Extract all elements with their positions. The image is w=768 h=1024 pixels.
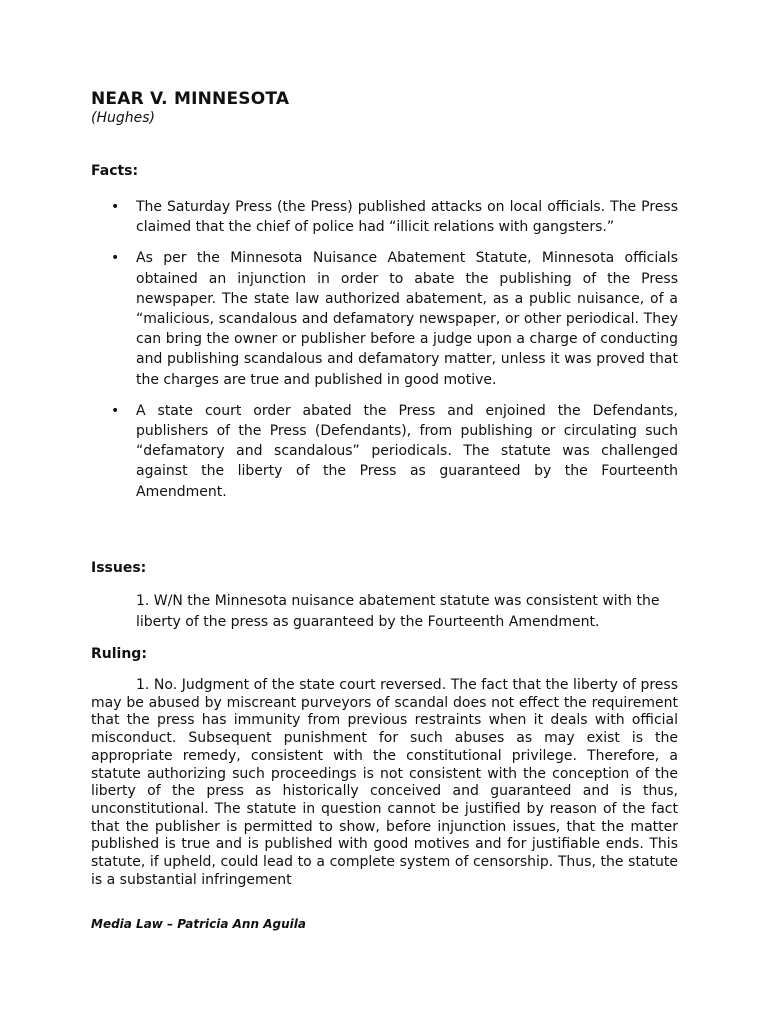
fact-item	[110, 248, 678, 389]
fact-item	[110, 401, 678, 502]
fact-text: As per the Minnesota Nuisance Abatement Statute, Minnesota officials obtained an injunction in order to abate the publishing of the Press newspaper. The state law authorized abatement, as a public nuisance, of a “malicious, scandalous and defamatory newspaper, or other periodical. They can bring the owner or publisher before a judge upon a charge of conducting and publishing scandalous and defamatory matter, unless it was proved that the charges are true and published in good motive.	[136, 250, 678, 388]
page-footer: Media Law – Patricia Ann Aguila	[91, 917, 306, 931]
ruling-text: 1. No. Judgment of the state court reversed. The fact that the liberty of press may be abused by miscreant purveyors of scandal does not effect the requirement that the press has immunity from previous restraints when it deals with official misconduct. Subsequent punishment for such abuses as may exist is the appropriate remedy, consistent with the constitutional privilege. Therefore, a statute authorizing such proceedings is not consistent with the conception of the liberty of the press as historically conceived and guaranteed and is thus, unconstitutional. The statute in question cannot be justified by reason of the fact that the publisher is permitted to show, before injunction issues, that the matter published is true and is published with good motives and for justifiable ends. This statute, if upheld, could lead to a complete system of censorship. Thus, the statute is a substantial infringement	[91, 677, 678, 888]
bullet-icon: •	[111, 402, 120, 419]
facts-heading: Facts:	[91, 163, 139, 179]
fact-text: A state court order abated the Press and enjoined the Defendants, publishers of the Press (Defendants), from publishing or circulating such “defamatory and scandalous” periodicals. The statute was challenged against the liberty of the Press as guaranteed by the Fourteenth Amendment.	[136, 402, 678, 500]
case-author: (Hughes)	[91, 110, 155, 126]
fact-text: The Saturday Press (the Press) published attacks on local officials. The Press claimed that the chief of police had “illicit relations with gangsters.”	[136, 199, 678, 236]
facts-list	[110, 197, 678, 502]
issues-heading: Issues:	[91, 560, 147, 576]
ruling-heading: Ruling:	[91, 646, 147, 662]
case-title: NEAR V. MINNESOTA	[91, 89, 290, 109]
fact-item	[110, 197, 678, 237]
bullet-icon: •	[111, 199, 120, 215]
bullet-icon: •	[111, 250, 120, 267]
issue-item: 1. W/N the Minnesota nuisance abatement statute was consistent with the liberty of the press as guaranteed by the Fourteenth Amendment.	[136, 593, 660, 630]
